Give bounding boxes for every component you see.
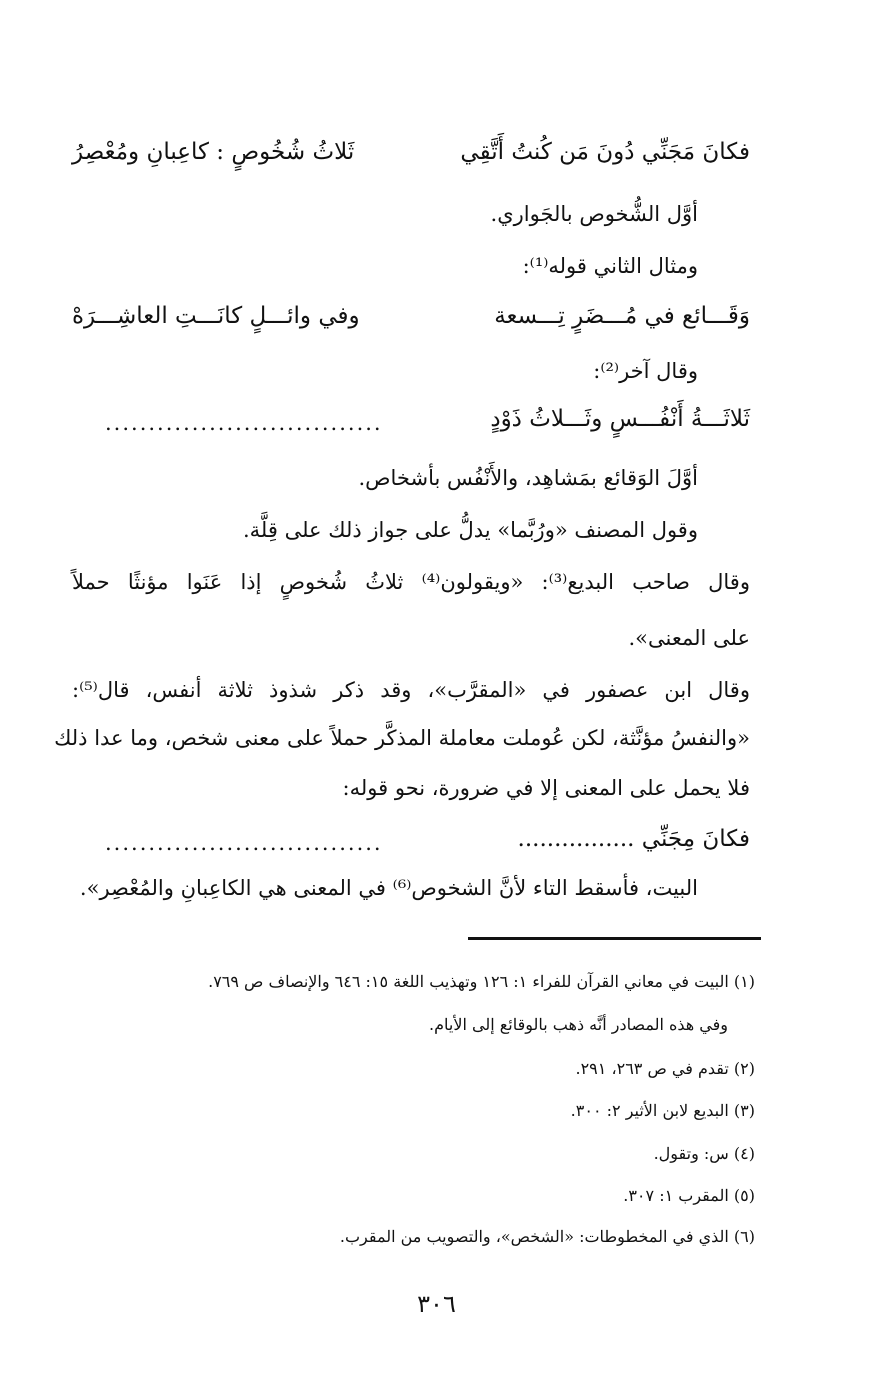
text-line-musannif: وقول المصنف «ورُبَّما» يدلُّ على جواز ذلك على قِلَّة. — [243, 518, 698, 542]
text-line-bayt: البيت، فأسقط التاء لأنَّ الشخوص⁽⁶⁾ في المعنى هي الكاعِبانِ والمُعْصِر». — [79, 876, 698, 900]
verse-2-first-hemistich: وَقَـــائع في مُـــضَرٍ تِـــسعة — [494, 303, 750, 329]
verse-3-first-hemistich: ثَلاثَـــةُ أَنْفُـــسٍ وثَـــلاثُ ذَوْدٍ — [490, 406, 750, 432]
text-line-akhar: وقال آخر⁽²⁾: — [593, 359, 698, 383]
footnote-5: (٥) المقرب ١: ٣٠٧. — [623, 1186, 755, 1205]
footnote-6: (٦) الذي في المخطوطات: «الشخص»، والتصويب من المقرب. — [339, 1227, 755, 1246]
text-line-asfur-2: «والنفسُ مؤنَّثة، لكن عُوملت معاملة المذكَّر حملاً على معنى شخص، وما عدا ذلك — [54, 726, 750, 750]
footnote-3: (٣) البديع لابن الأثير ٢: ٣٠٠. — [570, 1101, 755, 1120]
verse-2-second-hemistich: وفي وائـــلٍ كانَـــتِ العاشِـــرَهْ — [72, 303, 360, 329]
text-line-asfur-3: فلا يحمل على المعنى إلا في ضرورة، نحو قوله: — [342, 776, 750, 800]
footnote-4: (٤) س: وتقول. — [653, 1144, 755, 1163]
footnote-2: (٢) تقدم في ص ٢٦٣، ٢٩١. — [575, 1059, 755, 1078]
verse-1-first-hemistich: فكانَ مَجَنِّي دُونَ مَن كُنتُ أَتَّقِي — [460, 139, 750, 165]
text-line-badi-1: وقال صاحب البديع⁽³⁾: «ويقولون⁽⁴⁾ ثلاثُ شُخوصٍ إذا عَنَوا مؤنثًا حملاً — [72, 570, 750, 594]
footnote-1: (١) البيت في معاني القرآن للفراء ١: ١٢٦ وتهذيب اللغة ١٥: ٦٤٦ والإنصاف ص ٧٦٩. — [208, 972, 755, 991]
text-line-badi-2: على المعنى». — [628, 626, 750, 650]
verse-4-first-hemistich: فكانَ مِجَنِّي ................ — [517, 826, 750, 852]
footnote-separator — [468, 937, 761, 940]
verse-3-second-hemistich-dots: ................................ — [105, 411, 383, 435]
page-number: ٣٠٦ — [417, 1290, 456, 1318]
verse-1-second-hemistich: ثَلاثُ شُخُوصٍ : كاعِبانِ ومُعْصِرُ — [72, 139, 355, 165]
footnote-1-continued: وفي هذه المصادر أنَّه ذهب بالوقائع إلى الأيام. — [429, 1015, 728, 1034]
text-line-asfur-1: وقال ابن عصفور في «المقرَّب»، وقد ذكر شذوذ ثلاثة أنفس، قال⁽⁵⁾: — [72, 678, 750, 702]
text-line-waqaai: أوَّلَ الوَقائع بمَشاهِد، والأَنْفُس بأشخاص. — [358, 466, 698, 490]
verse-4-second-hemistich-dots: ................................ — [105, 831, 383, 855]
text-line-jawari: أوَّل الشُّخوص بالجَواري. — [490, 202, 698, 226]
text-line-thani: ومثال الثاني قوله⁽¹⁾: — [522, 254, 698, 278]
